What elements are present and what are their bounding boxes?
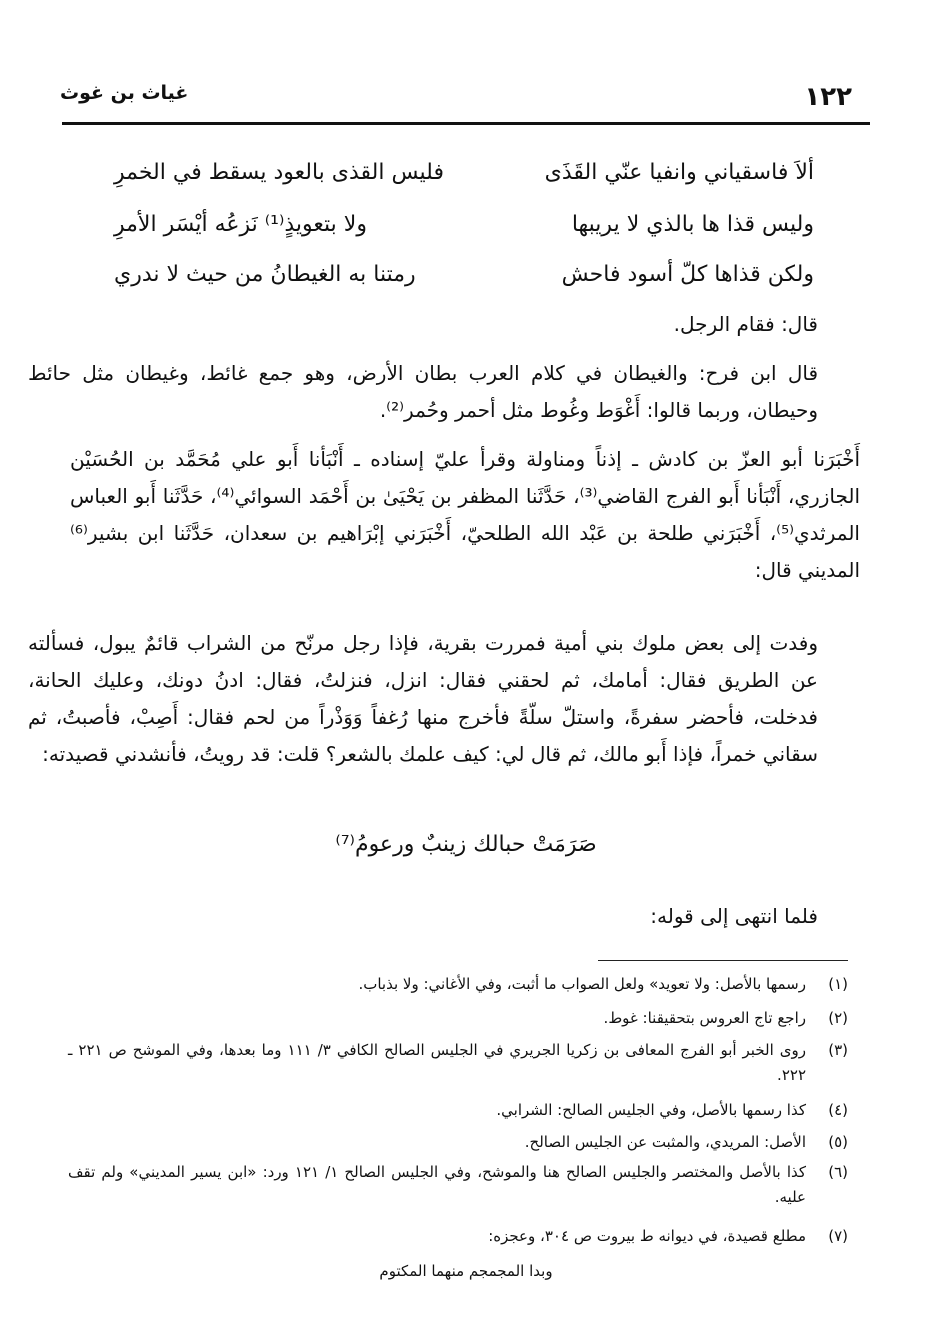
footnote-verse: وبدا المجمجم منهما المكتوم — [379, 1262, 553, 1280]
footnote-text: كذا رسمها بالأصل، وفي الجليس الصالح: الشرابي. — [496, 1101, 806, 1119]
verse-second-hemistich: ولا بتعويذٍ⁽¹⁾ نَزعُه أيْسَر الأمرِ — [114, 212, 367, 237]
footnote-number: (٢) — [828, 1009, 848, 1027]
narrative-paragraph: وفدت إلى بعض ملوك بني أمية فمررت بقرية، فإذا رجل مرنّح من الشراب قائمٌ يبول، فسألته عن الطريق فقال: أمامك، ثم لحقني فقال: انزل، فنزلتُ، فقال: ادنُ دونك، وعليك الحانة، فدخلت، فأحضر سفرةً، واستلّ سلّةً فأخرج منها رُغفاً وَوَذْراً من لحم فقال: أَصِبْ، فأصبتُ، ثم سقاني خمراً، فإذا أَبو مالك، ثم قال لي: كيف علمك بالشعر؟ قلت: قد رويتُ، فأنشدني قصيدته: — [28, 631, 818, 766]
footnote — [68, 1224, 848, 1249]
verse-line — [114, 212, 814, 252]
footnote — [68, 1038, 848, 1088]
footnote — [68, 1160, 848, 1210]
footnote-text: راجع تاج العروس بتحقيقنا: غوط. — [603, 1009, 806, 1027]
footnote-number: (٤) — [828, 1101, 848, 1119]
verse-second-hemistich: رمتنا به الغيطانُ من حيث لا ندري — [114, 262, 416, 287]
verse-first-hemistich: وليس قذا ها بالذي لا يريبها — [571, 212, 814, 237]
verse-first-hemistich: ألاَ فاسقياني وانفيا عنّي القَذَى — [544, 160, 814, 185]
footnote-number: (٧) — [828, 1227, 848, 1245]
verse-second-hemistich: فليس القذى بالعود يسقط في الخمرِ — [114, 160, 444, 185]
verse-first-hemistich: ولكن قذاها كلّ أسود فاحش — [561, 262, 814, 287]
header-rule — [62, 122, 870, 125]
paragraph: قال: فقام الرجل. — [673, 312, 818, 336]
footnote-text: مطلع قصيدة، في ديوانه ط بيروت ص ٣٠٤، وعجزه: — [488, 1227, 806, 1245]
footnote-text: روى الخبر أبو الفرج المعافى بن زكريا الجريري في الجليس الصالح الكافي ٣/ ١١١ وما بعدها، وفي الموشح ص ٢٢١ ـ ٢٢٢. — [68, 1041, 806, 1084]
footnote-text: كذا بالأصل والمختصر والجليس الصالح هنا والموشح، وفي الجليس الصالح ١/ ١٢١ ورد: «ابن يسير المديني» ولم تقف عليه. — [68, 1163, 806, 1206]
footnote — [68, 1098, 848, 1123]
centered-verse: صَرَمَتْ حبالك زينبٌ ورعومُ⁽⁷⁾ — [335, 832, 597, 857]
footnote-divider — [598, 960, 848, 961]
footnote-text: رسمها بالأصل: ولا تعويد» ولعل الصواب ما أثبت، وفي الأغاني: ولا بذباب. — [358, 975, 806, 993]
isnad-paragraph: أَخْبَرَنا أبو العزّ بن كادش ـ إذناً ومناولة وقرأ عليّ إسناده ـ أَنْبَأنا أَبو علي مُحَمَّد بن الحُسَيْن الجازري، أَنْبَأنا أَبو الفرج القاضي⁽³⁾، حَدَّثَنا المظفر بن يَحْيَىٰ بن أَحْمَد السوائي⁽⁴⁾، حَدَّثَنا أَبو العباس المرثدي⁽⁵⁾، أَخْبَرَني طلحة بن عَبْد الله الطلحيّ، أَخْبَرَني إبْرَاهيم بن سعدان، حَدَّثَنا ابن بشير⁽⁶⁾ المديني قال: — [70, 447, 860, 582]
footnote — [68, 1130, 848, 1155]
running-title: غياث بن غوث — [60, 82, 189, 104]
footnote-number: (١) — [828, 975, 848, 993]
paragraph: فلما انتهى إلى قوله: — [650, 904, 818, 928]
footnote-text: الأصل: المريدي، والمثبت عن الجليس الصالح. — [524, 1133, 806, 1151]
footnote-number: (٦) — [828, 1163, 848, 1181]
paragraph: قال ابن فرح: والغيطان في كلام العرب بطان الأرض، وهو جمع غائط، وغيطان مثل حائط وحيطان، وربما قالوا: أَغْوَط وغُوط مثل أحمر وحُمر⁽²⁾. — [28, 361, 818, 422]
verse-line — [114, 262, 814, 302]
footnote-number: (٥) — [828, 1133, 848, 1151]
footnote-number: (٣) — [828, 1041, 848, 1059]
page-number: ١٢٢ — [804, 82, 852, 112]
footnote — [68, 972, 848, 997]
footnote — [68, 1006, 848, 1031]
verse-line — [114, 160, 814, 200]
